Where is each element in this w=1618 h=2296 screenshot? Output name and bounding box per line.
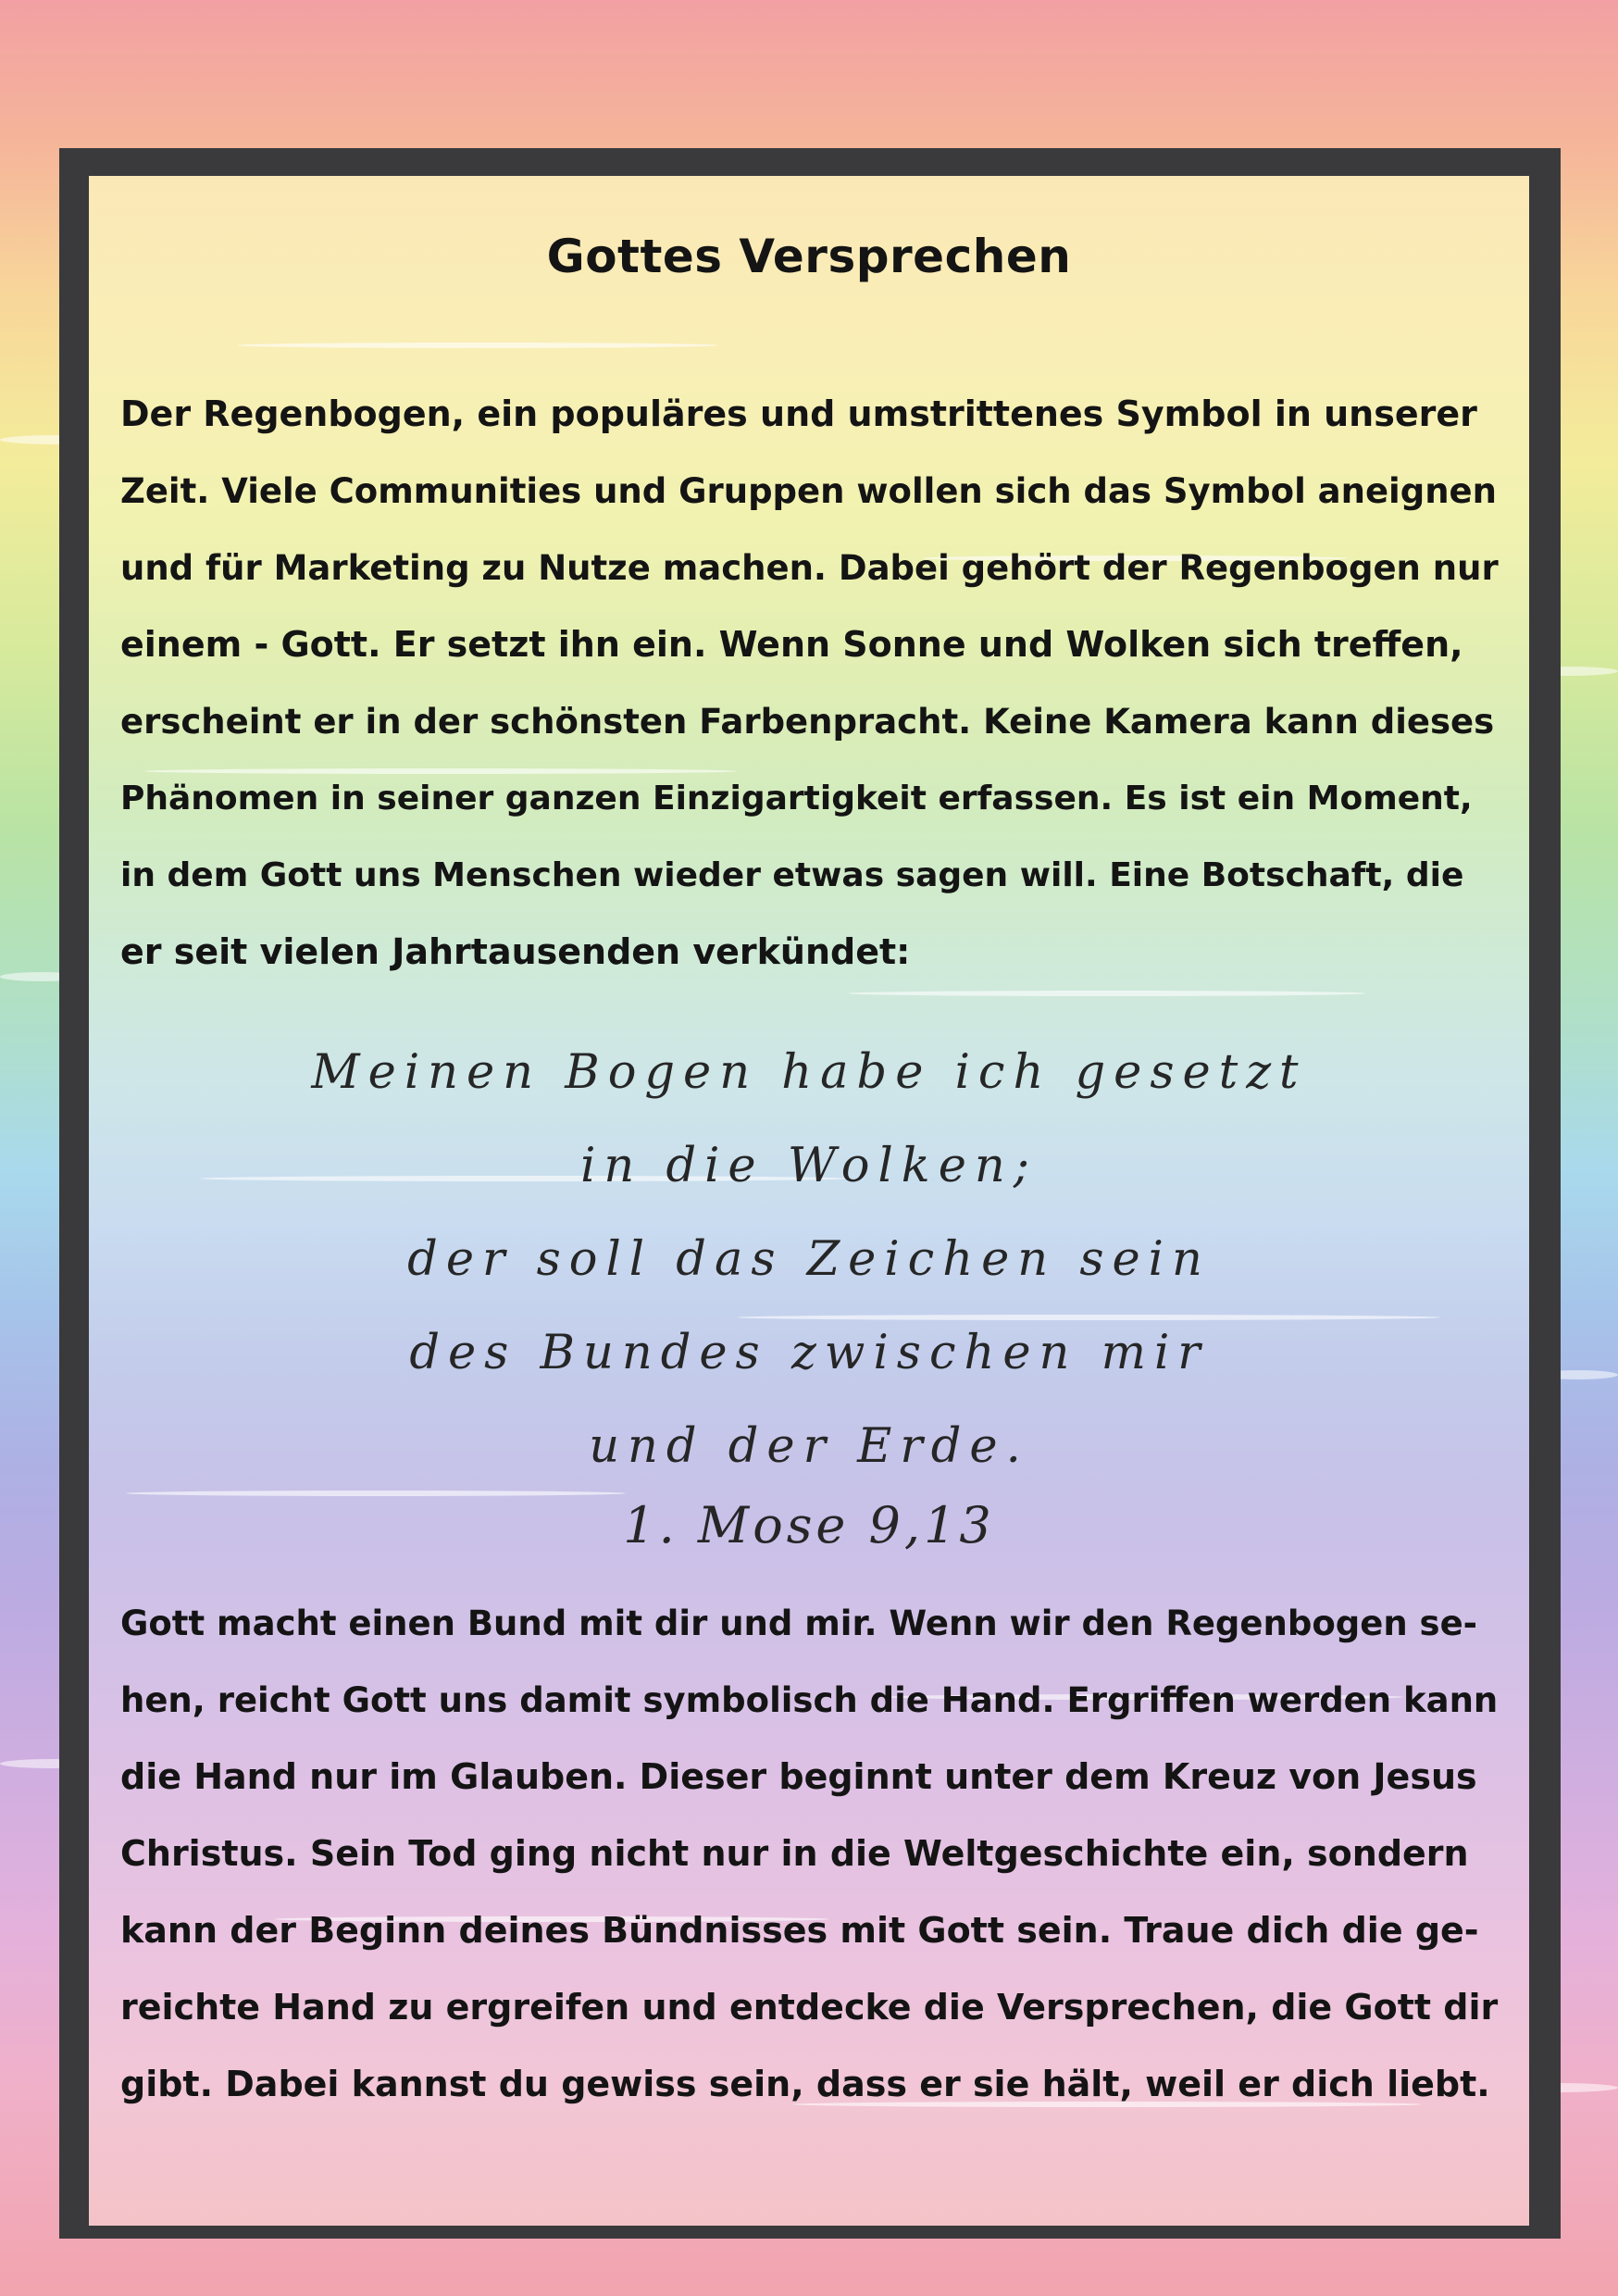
paragraph-line: er seit vielen Jahrtausenden verkündet: xyxy=(120,931,911,972)
verse-reference: 1. Mose 9,13 xyxy=(623,1496,995,1554)
verse-line: Meinen Bogen habe ich gesetzt xyxy=(311,1045,1307,1100)
bible-verse xyxy=(89,1026,1529,1493)
watercolor-wave xyxy=(237,343,718,348)
paragraph-line: gibt. Dabei kannst du gewiss sein, dass er sie hält, weil er dich liebt. xyxy=(120,2064,1490,2104)
paragraph-line: Gott macht einen Bund mit dir und mir. Wenn wir den Regenbogen se- xyxy=(120,1603,1478,1643)
watercolor-wave xyxy=(848,991,1366,996)
paragraph-line: und für Marketing zu Nutze machen. Dabei gehört der Regenbogen nur xyxy=(120,548,1499,588)
paragraph-line: in dem Gott uns Menschen wieder etwas sagen will. Eine Botschaft, die xyxy=(120,856,1464,894)
paragraph-line: erscheint er in der schönsten Farbenpracht. Keine Kamera kann dieses xyxy=(120,702,1495,742)
paragraph-line: kann der Beginn deines Bündnisses mit Gott sein. Traue dich die ge- xyxy=(120,1910,1479,1951)
paragraph-line: Christus. Sein Tod ging nicht nur in die Weltgeschichte ein, sondern xyxy=(120,1833,1469,1874)
verse-line: des Bundes zwischen mir xyxy=(409,1326,1209,1380)
verse-line: und der Erde. xyxy=(589,1419,1029,1474)
paragraph-line: Der Regenbogen, ein populäres und umstrittenes Symbol in unserer xyxy=(120,393,1477,434)
verse-line: in die Wolken; xyxy=(580,1139,1038,1193)
paragraph-line: Phänomen in seiner ganzen Einzigartigkeit erfassen. Es ist ein Moment, xyxy=(120,780,1473,817)
paragraph-line: einem - Gott. Er setzt ihn ein. Wenn Sonne und Wolken sich treffen, xyxy=(120,624,1463,665)
page-title: Gottes Versprechen xyxy=(546,230,1072,283)
closing-paragraph xyxy=(120,1585,1500,2123)
paragraph-line: reichte Hand zu ergreifen und entdecke die Versprechen, die Gott dir xyxy=(120,1987,1499,2028)
intro-paragraph xyxy=(120,376,1500,991)
paragraph-line: hen, reicht Gott uns damit symbolisch die Hand. Ergriffen werden kann xyxy=(120,1680,1499,1720)
paragraph-line: Zeit. Viele Communities und Gruppen wollen sich das Symbol aneignen xyxy=(120,471,1497,511)
paragraph-line: die Hand nur im Glauben. Dieser beginnt unter dem Kreuz von Jesus xyxy=(120,1756,1477,1797)
verse-line: der soll das Zeichen sein xyxy=(407,1232,1211,1287)
